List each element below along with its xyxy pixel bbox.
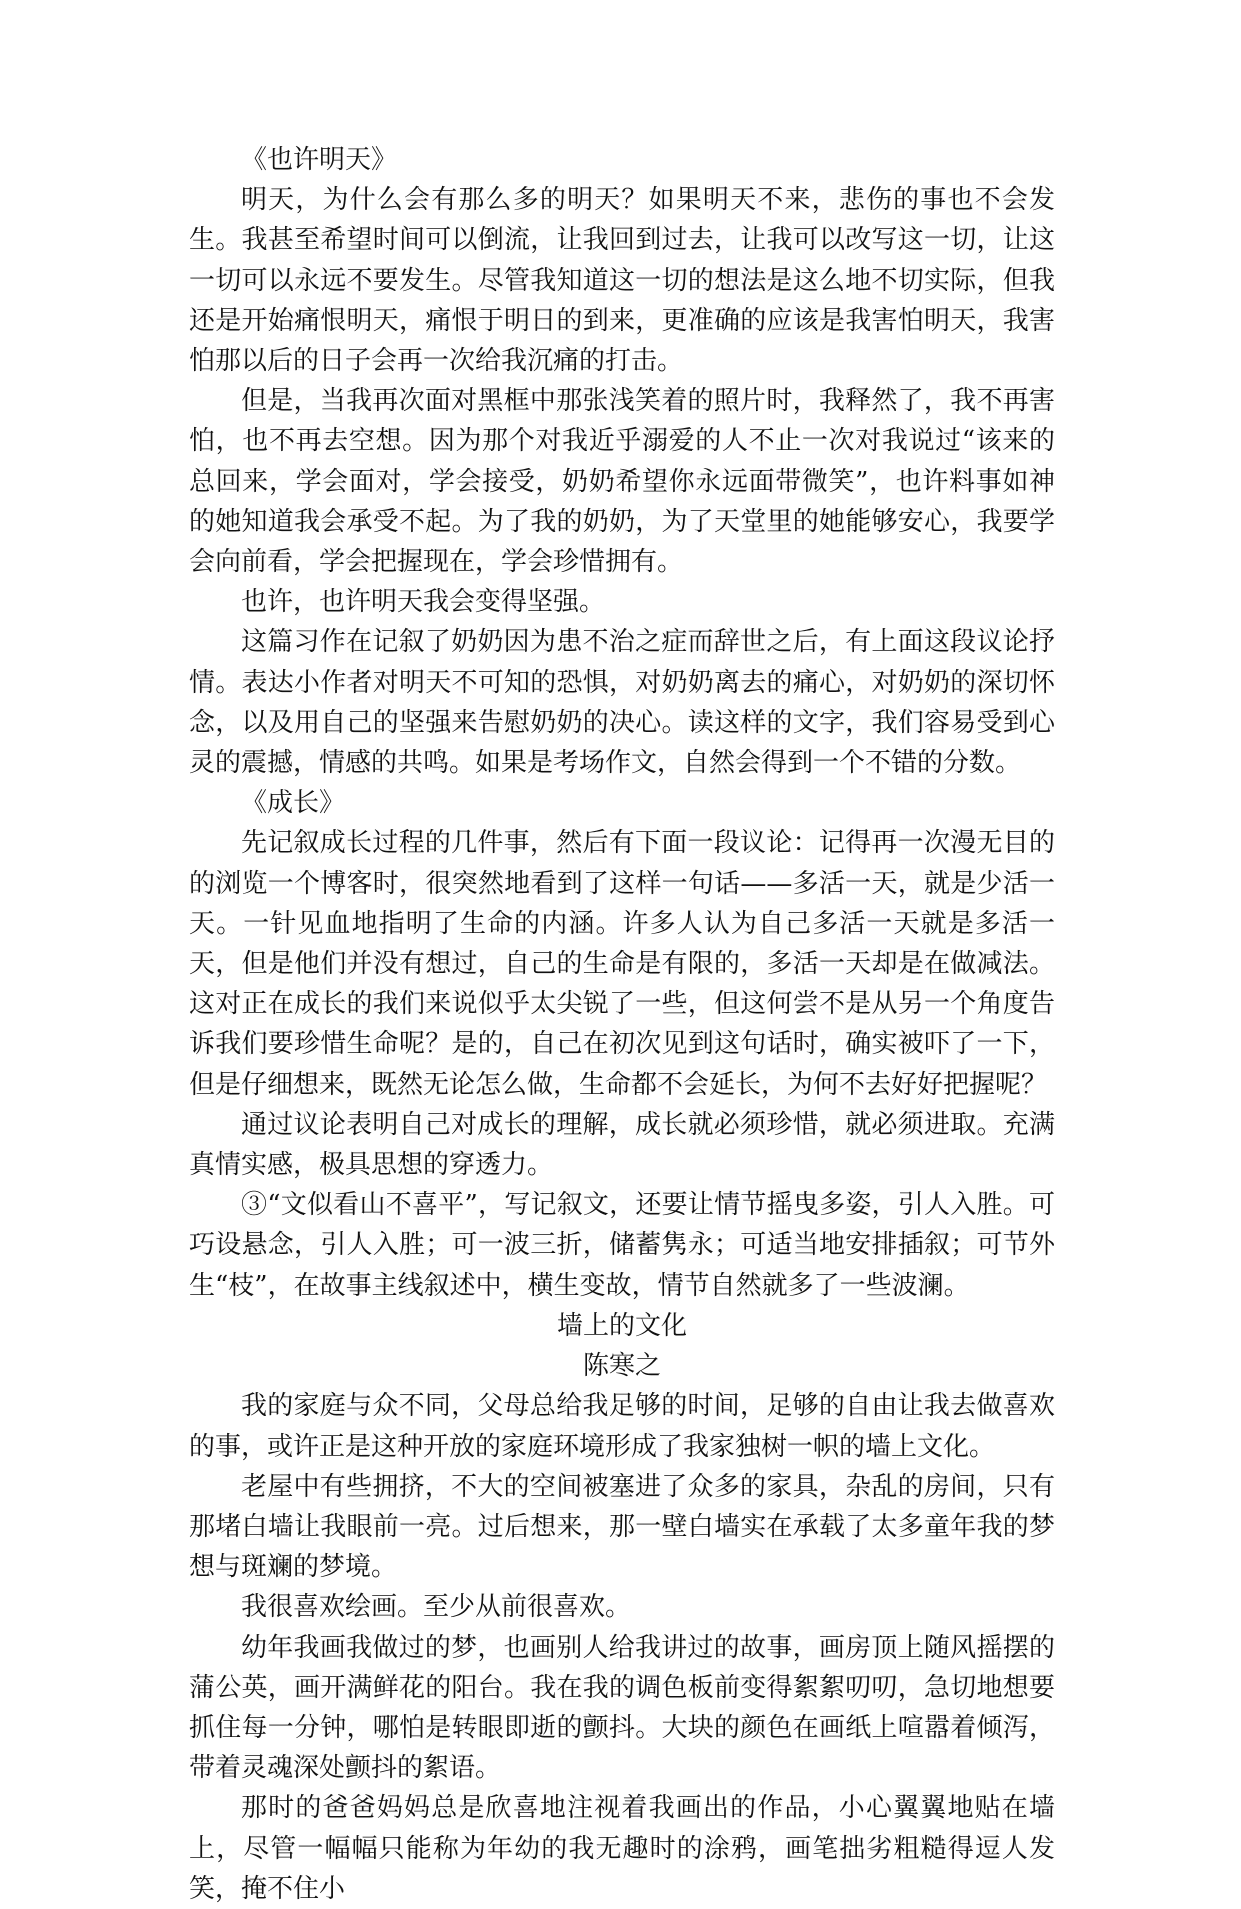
essay-title-growth: 《成长》 (241, 788, 346, 819)
paragraph: 那时的爸爸妈妈总是欣喜地注视着我画出的作品，小心翼翼地贴在墙上，尽管一幅幅只能称为年幼的我无趣时的涂鸦，画笔拙劣粗糙得逗人发笑，掩不住小 (189, 1793, 1055, 1904)
paragraph: 老屋中有些拥挤，不大的空间被塞进了众多的家具，杂乱的房间，只有那堵白墙让我眼前一亮。过后想来，那一壁白墙实在承载了太多童年我的梦想与斑斓的梦境。 (189, 1471, 1055, 1583)
paragraph: 我的家庭与众不同，父母总给我足够的时间，足够的自由让我去做喜欢的事，或许正是这种开放的家庭环境形成了我家独树一帜的墙上文化。 (189, 1391, 1055, 1462)
paragraph: ③“文似看山不喜平”，写记叙文，还要让情节摇曳多姿，引人入胜。可巧设悬念，引人入胜；可一波三折，储蓄隽永；可适当地安排插叙；可节外生“枝”，在故事主线叙述中，横生变故，情节自然就多了一些波澜。 (189, 1190, 1055, 1301)
essay-author: 陈寒之 (582, 1351, 661, 1382)
essay-title-maybe-tomorrow: 《也许明天》 (241, 145, 398, 175)
paragraph: 通过议论表明自己对成长的理解，成长就必须珍惜，就必须进取。充满真情实感，极具思想的穿透力。 (189, 1109, 1055, 1181)
paragraph: 明天，为什么会有那么多的明天？如果明天不来，悲伤的事也不会发生。我甚至希望时间可以倒流，让我回到过去，让我可以改写这一切，让这一切可以永远不要发生。尽管我知道这一切的想法是这么地不切实际，但我还是开始痛恨明天，痛恨于明日的到来，更准确的应该是我害怕明天，我害怕那以后的日子会再一次给我沉痛的打击。 (189, 185, 1055, 377)
paragraph: 先记叙成长过程的几件事，然后有下面一段议论：记得再一次漫无目的的浏览一个博客时，很突然地看到了这样一句话——多活一天，就是少活一天。一针见血地指明了生命的内涵。许多人认为自己多活一天就是多活一天，但是他们并没有想过，自己的生命是有限的，多活一天却是在做减法。这对正在成长的我们来说似乎太尖锐了一些，但这何尝不是从另一个角度告诉我们要珍惜生命呢？是的，自己在初次见到这句话时，确实被吓了一下，但是仔细想来，既然无论怎么做，生命都不会延长，为何不去好好把握呢？ (189, 828, 1055, 1100)
essay-title-wall-culture: 墙上的文化 (556, 1310, 687, 1341)
paragraph: 我很喜欢绘画。至少从前很喜欢。 (241, 1592, 632, 1623)
paragraph: 这篇习作在记叙了奶奶因为患不治之症而辞世之后，有上面这段议论抒情。表达小作者对明天不可知的恐惧，对奶奶离去的痛心，对奶奶的深切怀念，以及用自己的坚强来告慰奶奶的决心。读这样的文字，我们容易受到心灵的震撼，情感的共鸣。如果是考场作文，自然会得到一个不错的分数。 (189, 627, 1055, 779)
paragraph: 但是，当我再次面对黑框中那张浅笑着的照片时，我释然了，我不再害怕，也不再去空想。因为那个对我近乎溺爱的人不止一次对我说过“该来的总回来，学会面对，学会接受，奶奶希望你永远面带微笑”，也许料事如神的她知道我会承受不起。为了我的奶奶，为了天堂里的她能够安心，我要学会向前看，学会把握现在，学会珍惜拥有。 (189, 386, 1055, 578)
document-body (189, 140, 1055, 1909)
paragraph: 也许，也许明天我会变得坚强。 (241, 587, 606, 618)
paragraph: 幼年我画我做过的梦，也画别人给我讲过的故事，画房顶上随风摇摆的蒲公英，画开满鲜花的阳台。我在我的调色板前变得絮絮叨叨，急切地想要抓住每一分钟，哪怕是转眼即逝的颤抖。大块的颜色在画纸上喧嚣着倾泻，带着灵魂深处颤抖的絮语。 (189, 1632, 1055, 1784)
